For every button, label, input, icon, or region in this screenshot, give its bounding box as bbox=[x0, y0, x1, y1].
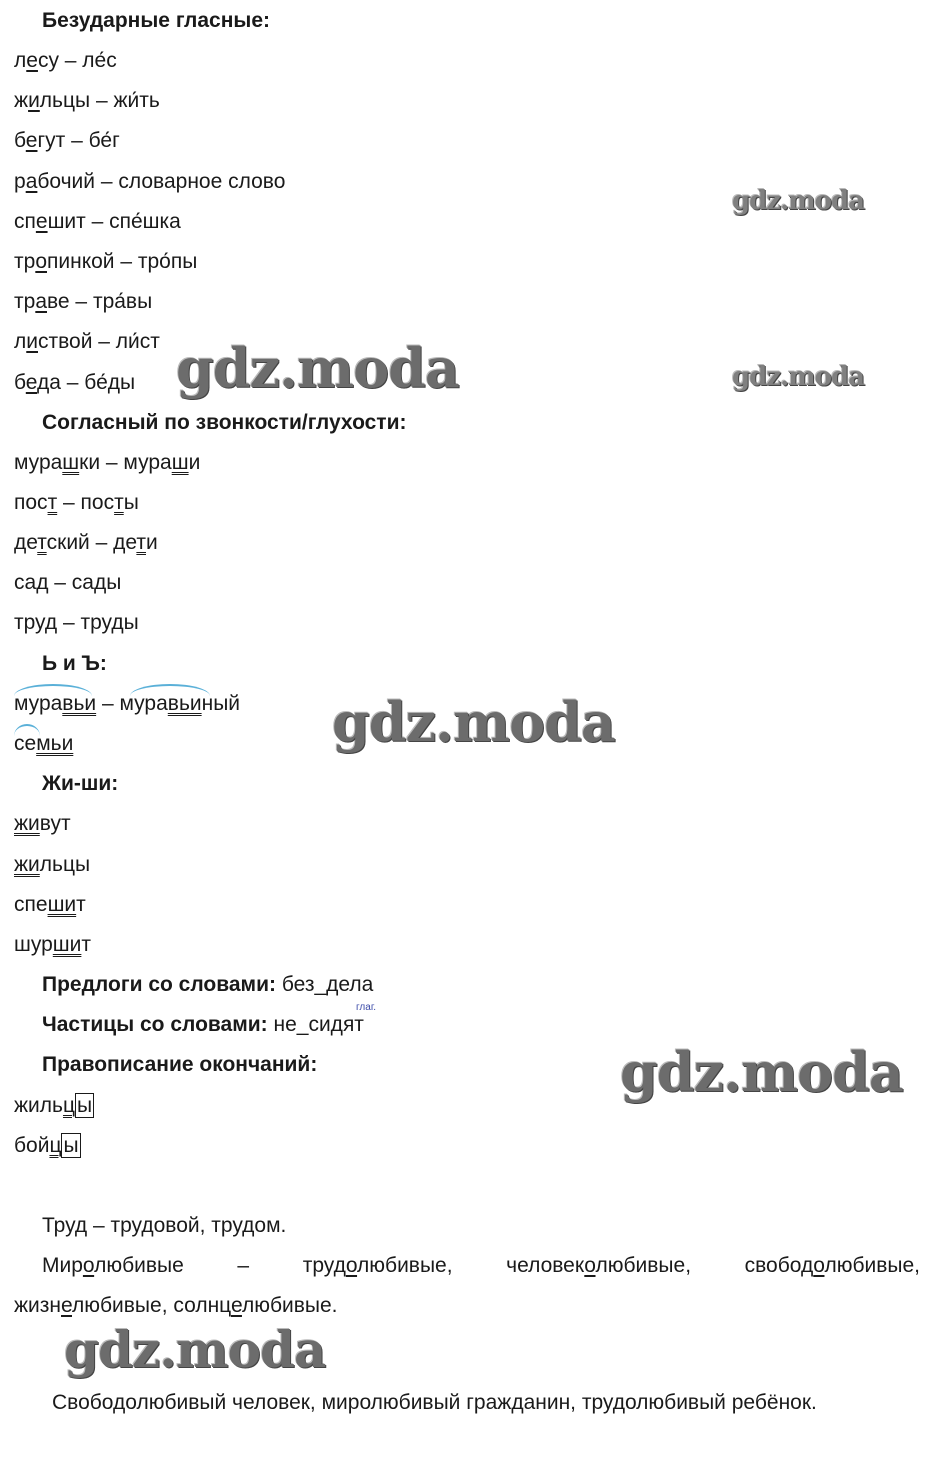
watermark: gdz.moda bbox=[732, 186, 865, 216]
miro-line-2: жизнелюбивые, солнцелюбивые. bbox=[14, 1294, 338, 1317]
heading-soft-hard-signs: Ь и Ъ: bbox=[42, 652, 107, 675]
list-item: жильцы bbox=[14, 853, 91, 876]
watermark: gdz.moda bbox=[64, 1320, 326, 1379]
final-sentence: Свободолюбивый человек, миролюбивый гражданин, трудолюбивый ребёнок. bbox=[52, 1391, 817, 1414]
heading-endings: Правописание окончаний: bbox=[42, 1053, 318, 1076]
list-item: тропинкой – тро́пы bbox=[14, 250, 198, 273]
list-item: живут bbox=[14, 812, 71, 835]
list-item: спешит – спе́шка bbox=[14, 210, 181, 233]
list-item: траве – тра́вы bbox=[14, 290, 153, 313]
list-item: муравьи – муравьиный bbox=[14, 692, 241, 715]
trud-line: Труд – трудовой, трудом. bbox=[42, 1214, 287, 1237]
list-item: пост – посты bbox=[14, 491, 139, 514]
list-item: жильцы bbox=[14, 1094, 93, 1117]
particles-line: Частицы со словами: не_сидят bbox=[42, 1013, 364, 1036]
heading-voiced-consonants: Согласный по звонкости/глухости: bbox=[42, 411, 407, 434]
list-item: рабочий – словарное слово bbox=[14, 170, 286, 193]
watermark: gdz.moda bbox=[176, 336, 459, 400]
list-item: сад – сады bbox=[14, 571, 122, 594]
list-item: лесу – ле́с bbox=[14, 49, 117, 72]
list-item: детский – дети bbox=[14, 531, 158, 554]
heading-zhi-shi: Жи-ши: bbox=[42, 772, 119, 795]
heading-unstressed-vowels: Безударные гласные: bbox=[42, 9, 271, 32]
watermark: gdz.moda bbox=[332, 690, 615, 754]
watermark: gdz.moda bbox=[620, 1040, 903, 1104]
list-item: семьи bbox=[14, 732, 74, 755]
watermark: gdz.moda bbox=[732, 362, 865, 392]
verb-note: глаг. bbox=[356, 1002, 377, 1013]
list-item: листвой – ли́ст bbox=[14, 330, 160, 353]
miro-line: Миролюбивые – трудолюбивые, человеколюбивые, свободолюбивые, bbox=[42, 1254, 920, 1277]
list-item: беда – бе́ды bbox=[14, 371, 136, 394]
list-item: бегут – бе́г bbox=[14, 129, 120, 152]
list-item: бойцы bbox=[14, 1134, 79, 1157]
list-item: труд – труды bbox=[14, 611, 139, 634]
list-item: шуршит bbox=[14, 933, 91, 956]
list-item: спешит bbox=[14, 893, 86, 916]
prepositions-line: Предлоги со словами: без_дела bbox=[42, 973, 374, 996]
list-item: жильцы – жи́ть bbox=[14, 89, 160, 112]
list-item: мурашки – мураши bbox=[14, 451, 201, 474]
